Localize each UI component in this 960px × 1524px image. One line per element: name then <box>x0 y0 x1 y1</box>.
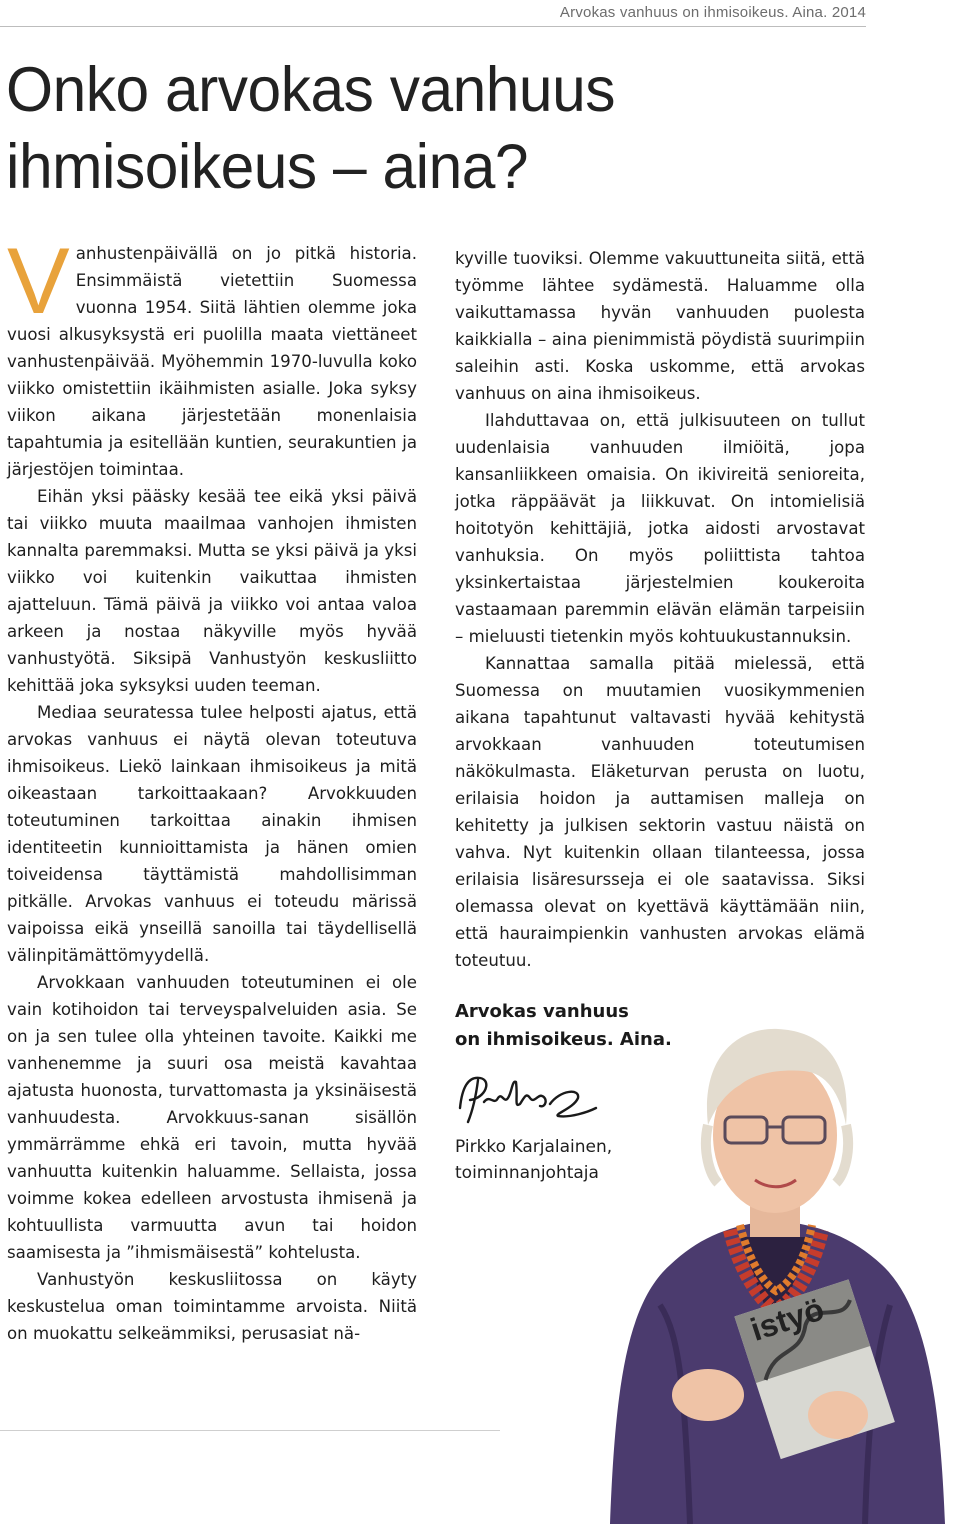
bottom-rule <box>0 1430 500 1431</box>
signer-title: toiminnanjohtaja <box>455 1163 599 1183</box>
running-head: Arvokas vanhuus on ihmisoikeus. Aina. 2014 <box>559 4 866 21</box>
paragraph: Vanhustyön keskusliitossa on käyty keskustelua oman toimintamme arvoista. Niitä on muokattu selkeämmiksi, perusasiat nä- <box>7 1270 417 1343</box>
top-rule <box>0 26 866 27</box>
signoff-line-2: on ihmisoikeus. Aina. <box>455 1029 672 1050</box>
right-column <box>455 245 865 974</box>
paragraph: Mediaa seuratessa tulee helposti ajatus, että arvokas vanhuus ei näytä olevan toteutuva ihmisoikeus. Liekö lainkaan ihmisoikeus ja mitä oikeastaan tarkoittaakaan? Arvokkuuden toteutuminen tarkoittaa ainakin ihmisen identiteetin kunnioittamista ja hänen omien toiveidensa täyttämistä mahdollisimman pitkälle. Arvokas vanhuus ei toteudu märissä vaipoissa eikä ynseillä sanoilla tai täydellisellä välinpitämättömyydellä. <box>7 703 417 965</box>
paragraph: Ilahduttavaa on, että julkisuuteen on tullut uudenlaisia vanhuuden ilmiöitä, jopa kansanliikkeen omaisia. On ikivireitä senioreita, jotka räppäävät ja liikkuvat. On intomielisiä hoitotyön kehittäjiä, jotka aidosti arvostavat vanhuksia. On myös poliittista tahtoa yksinkertaistaa järjestelmien koukeroita vastaamaan paremmin elävän elämän tarpeisiin – mieluusti tietenkin myös kohtuukustannuksin. <box>455 411 865 646</box>
paragraph-text: anhustenpäivällä on jo pitkä historia. Ensimmäistä vietettiin Suomessa vuonna 1954. Siitä lähtien olemme joka vuosi alkusyksystä eri puolilla maata viettäneet vanhustenpäivää. Myöhemmin 1970-luvulla koko viikko omistettiin ikäihmisten asialle. Joka syksy viikon aikana järjestetään monenlaisia tapahtumia ja esitellään kuntien, seurakuntien ja järjestöjen toimintaa. <box>7 244 417 479</box>
author-portrait <box>590 975 960 1524</box>
magazine-cover-text: istyö <box>746 1290 829 1348</box>
paragraph: kyville tuoviksi. Olemme vakuuttuneita siitä, että työmme lähtee sydämestä. Haluamme olla vaikuttamassa hyvän vanhuuden puolesta kaikkialla – aina pienimmistä pöydistä suurimpiin saleihin asti. Koska uskomme, että arvokas vanhuus on aina ihmisoikeus. <box>455 249 865 403</box>
paragraph: Arvokkaan vanhuuden toteutuminen ei ole vain kotihoidon tai terveyspalveluiden asia. Se on ja sen tulee olla yhteinen tavoite. Kaikki me vanhenemme ja suuri osa meistä kavahtaa ajatusta huonosta, turvattomasta ja yksinäisestä vanhuudesta. Arvokkuus-sanan sisällön ymmärrämme ehkä eri tavoin, mutta hyvää vanhuutta kuitenkin haluamme. Sellaista, jossa voimme kokea edelleen arvostusta ihmisenä ja kohtuullista varmuutta avun tai hoidon saamisesta ja ”ihmismäisestä” kohtelusta. <box>7 973 417 1262</box>
page-title-line-2: ihmisoikeus – aina? <box>6 132 529 202</box>
paragraph <box>7 228 417 483</box>
paragraph: Kannattaa samalla pitää mielessä, että Suomessa on muutamien vuosikymmenien aikana tapahtunut valtavasti hyvää kehitystä arvokkaan vanhuuden toteutumisen näkökulmasta. Eläketurvan perusta on luotu, erilaisia hoidon ja auttamisen malleja on kehitetty ja julkisen sektorin vastuu näistä on vahva. Nyt kuitenkin ollaan tilanteessa, jossa erilaisia lisäresursseja ei ole saatavissa. Siksi olemassa olevat on kyettävä käyttämään niin, että hauraimpienkin vanhusten arvokas elämä toteutuu. <box>455 654 865 970</box>
signoff-line-1: Arvokas vanhuus <box>455 1001 629 1022</box>
left-column <box>7 228 417 1347</box>
signer-name: Pirkko Karjalainen, <box>455 1137 613 1157</box>
drop-cap: V <box>7 228 70 333</box>
page-title <box>6 52 736 206</box>
page-title-line-1: Onko arvokas vanhuus <box>6 55 615 125</box>
handwritten-signature <box>450 1068 600 1130</box>
paragraph: Eihän yksi pääsky kesää tee eikä yksi päivä tai viikko muuta maailmaa vanhojen ihmisten kannalta paremmaksi. Mutta se yksi päivä ja yksi viikko voi kuitenkin vaikuttaa ihmisten ajatteluun. Tämä päivä ja viikko voi antaa valoa arkeen ja nostaa näkyville myös hyvää vanhustyötä. Siksipä Vanhustyön keskusliitto kehittää joka syksyksi uuden teeman. <box>7 487 417 695</box>
